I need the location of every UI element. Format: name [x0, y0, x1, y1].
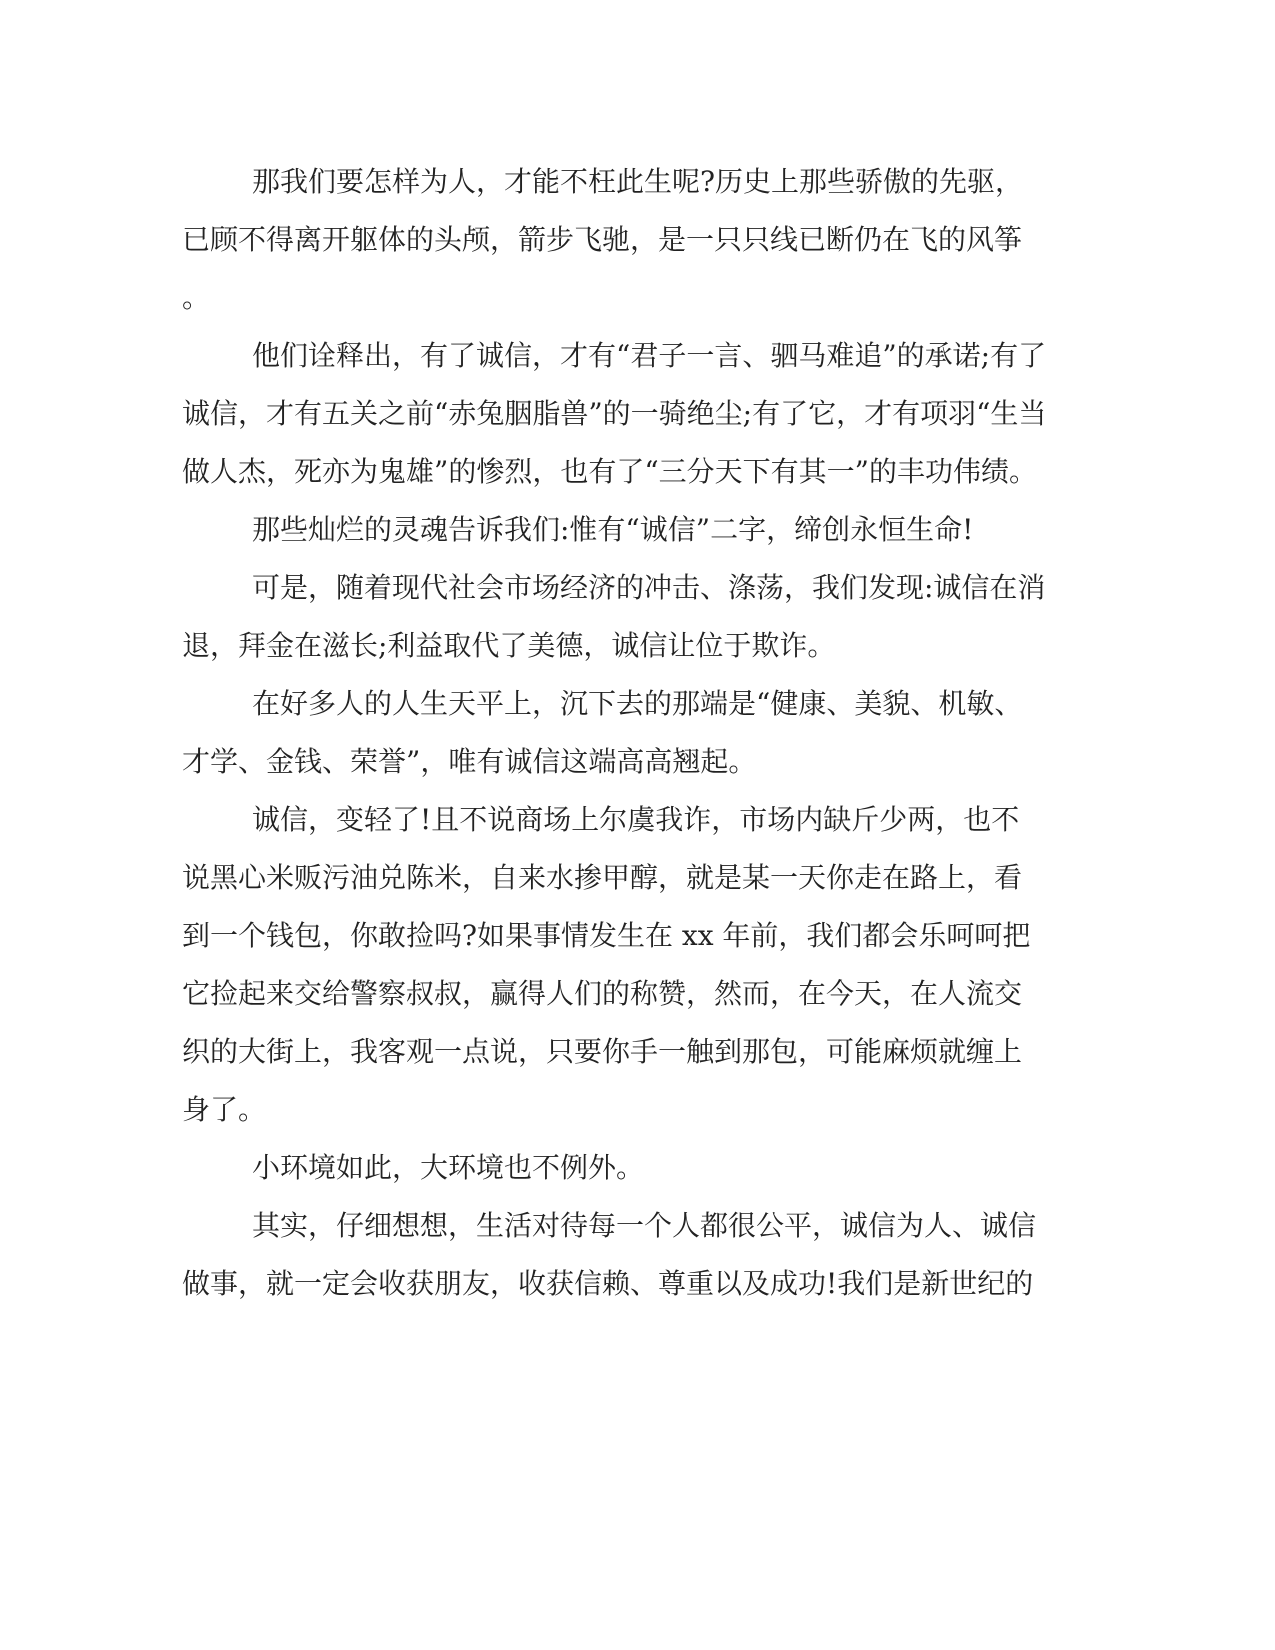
text-line: 诚信，变轻了!且不说商场上尔虞我诈，市场内缺斤少两，也不	[252, 803, 1020, 836]
text-line: 身了。	[182, 1093, 267, 1126]
text-line: 其实，仔细想想，生活对待每一个人都很公平，诚信为人、诚信	[252, 1209, 1037, 1242]
text-line: 他们诠释出，有了诚信，才有“君子一言、驷马难追”的承诺;有了	[252, 339, 1047, 372]
text-line: 诚信，才有五关之前“赤兔胭脂兽”的一骑绝尘;有了它，才有项羽“生当	[182, 397, 1047, 430]
text-line: 那些灿烂的灵魂告诉我们:惟有“诚信”二字，缔创永恒生命!	[252, 513, 974, 546]
text-line: 织的大街上，我客观一点说，只要你手一触到那包，可能麻烦就缠上	[182, 1035, 1023, 1068]
text-line: 到一个钱包，你敢捡吗?如果事情发生在 xx 年前，我们都会乐呵呵把	[182, 919, 1031, 952]
text-line: 在好多人的人生天平上，沉下去的那端是“健康、美貌、机敏、	[252, 687, 1023, 720]
text-line: 可是，随着现代社会市场经济的冲击、涤荡，我们发现:诚信在消	[252, 571, 1046, 604]
text-line: 才学、金钱、荣誉”，唯有诚信这端高高翘起。	[182, 745, 757, 778]
text-line: 它捡起来交给警察叔叔，赢得人们的称赞，然而，在今天，在人流交	[182, 977, 1023, 1010]
text-line: 退，拜金在滋长;利益取代了美德，诚信让位于欺诈。	[182, 629, 836, 662]
text-line: 小环境如此，大环境也不例外。	[252, 1151, 645, 1184]
text-line: 做事，就一定会收获朋友，收获信赖、尊重以及成功!我们是新世纪的	[182, 1267, 1034, 1300]
text-line: 那我们要怎样为人，才能不枉此生呢?历史上那些骄傲的先驱，	[252, 165, 1024, 198]
text-line: 。	[182, 281, 211, 314]
text-line: 说黑心米贩污油兑陈米，自来水掺甲醇，就是某一天你走在路上，看	[182, 861, 1023, 894]
text-line: 做人杰，死亦为鬼雄”的惨烈，也有了“三分天下有其一”的丰功伟绩。	[182, 455, 1037, 488]
text-line: 已顾不得离开躯体的头颅，箭步飞驰，是一只只线已断仍在飞的风筝	[182, 223, 1023, 256]
